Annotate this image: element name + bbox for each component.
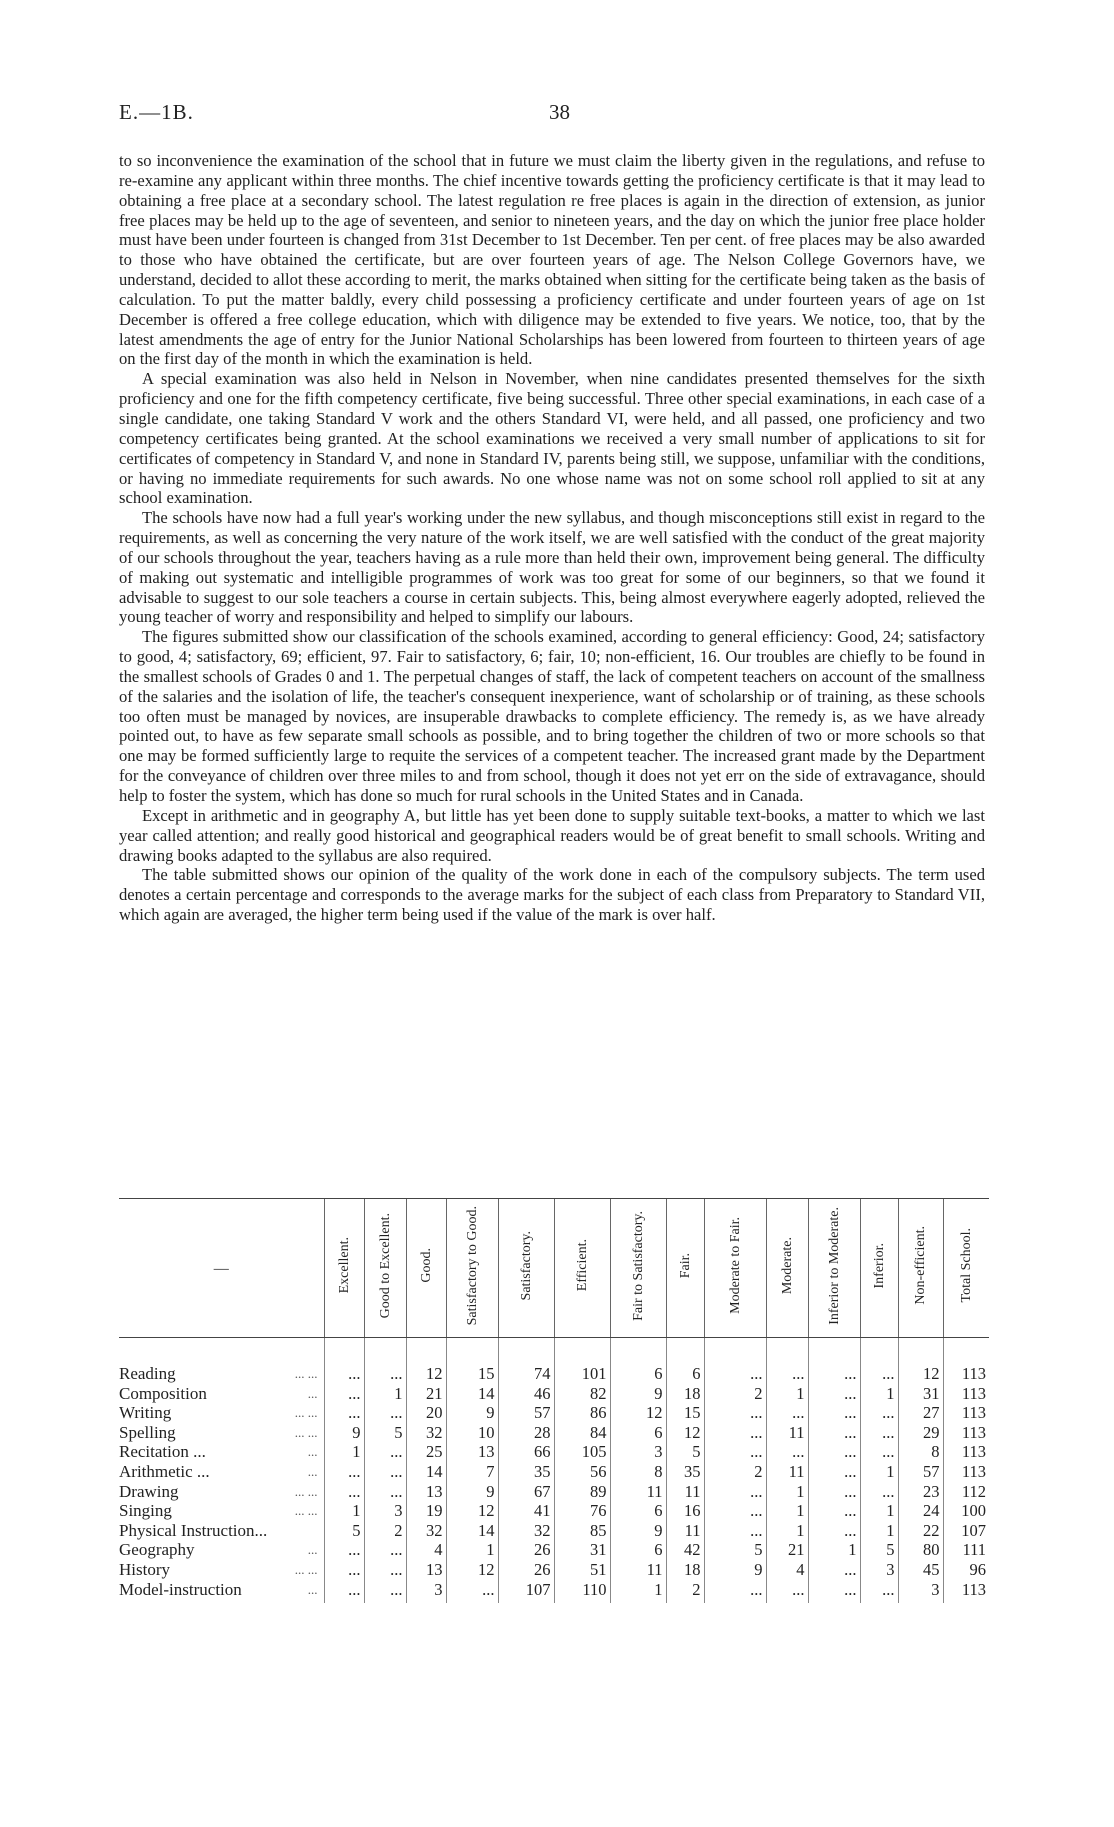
- quality-table: [119, 1198, 989, 1603]
- value-cell: 3: [610, 1442, 666, 1462]
- table-row: [119, 1482, 989, 1502]
- column-header: Good.: [406, 1199, 446, 1338]
- value-cell: 9: [446, 1403, 498, 1423]
- value-cell: 96: [943, 1560, 989, 1580]
- value-cell: 1: [860, 1462, 898, 1482]
- value-cell: ...: [364, 1462, 406, 1482]
- value-cell: 112: [943, 1482, 989, 1502]
- value-cell: 14: [446, 1521, 498, 1541]
- column-header: Fair.: [666, 1199, 704, 1338]
- value-cell: 113: [943, 1462, 989, 1482]
- body-text: [119, 151, 985, 925]
- value-cell: 89: [554, 1482, 610, 1502]
- value-cell: ...: [364, 1338, 406, 1384]
- paragraph: The figures submitted show our classification of the schools examined, according to general efficiency: Good, 24; satisfactory to good, 4; satisfactory, 69; efficient, 97. Fair to satisfactory, 6; fair, 10; non-efficient, 16. Our troubles are chiefly to be found in the smallest schools of Grades 0 and 1. The perpetual changes of staff, the lack of competent teachers on account of the smallness of the salaries and the isolation of life, the teacher's consequent inexperience, want of scholarship or of training, as these schools too often must be managed by novices, are insuperable drawbacks to complete efficiency. The remedy is, as we have already pointed out, to have as few separate small schools as possible, and to bring together the children of two or more schools so that one may be formed sufficiently large to requite the services of a competent teacher. The increased grant made by the Department for the conveyance of children over three miles to and from school, though it does not yet err on the side of extravagance, should help to foster the system, which has done so much for rural schools in the United States and in Canada.: [119, 627, 985, 805]
- value-cell: ...: [446, 1580, 498, 1604]
- subject-cell: Physical Instruction...: [119, 1520, 268, 1540]
- value-cell: 4: [406, 1540, 446, 1560]
- subject-cell: Composition ...: [119, 1383, 318, 1403]
- value-cell: 57: [898, 1462, 943, 1482]
- value-cell: ...: [704, 1501, 766, 1521]
- value-cell: ...: [704, 1482, 766, 1502]
- value-cell: 9: [446, 1482, 498, 1502]
- value-cell: 46: [498, 1384, 554, 1404]
- value-cell: 113: [943, 1423, 989, 1443]
- value-cell: 23: [898, 1482, 943, 1502]
- value-cell: 18: [666, 1560, 704, 1580]
- subject-cell: Geography ...: [119, 1540, 318, 1560]
- value-cell: 11: [610, 1482, 666, 1502]
- value-cell: 84: [554, 1423, 610, 1443]
- document-reference: E.—1B.: [119, 100, 194, 124]
- table-row: [119, 1560, 989, 1580]
- value-cell: 32: [406, 1423, 446, 1443]
- column-header: Fair to Satisfactory.: [610, 1199, 666, 1338]
- value-cell: 15: [666, 1403, 704, 1423]
- value-cell: 22: [898, 1521, 943, 1541]
- value-cell: 2: [364, 1521, 406, 1541]
- value-cell: ...: [860, 1423, 898, 1443]
- value-cell: 45: [898, 1560, 943, 1580]
- value-cell: 100: [943, 1501, 989, 1521]
- value-cell: ...: [324, 1560, 364, 1580]
- value-cell: 12: [446, 1560, 498, 1580]
- subject-cell: Reading ... ...: [119, 1364, 318, 1383]
- value-cell: ...: [860, 1580, 898, 1604]
- paragraph: to so inconvenience the examination of the school that in future we must claim the liberty given in the regulations, and refuse to re-examine any applicant within three months. The chief incentive towards getting the proficiency certificate is that it may lead to obtaining a free place at a secondary school. The latest regulation re free places is again in the direction of extension, as junior free places may be held up to the age of seventeen, and senior to nineteen years, and the day on which the junior free place holder must have been under fourteen is changed from 31st December to 1st December. Ten per cent. of free places may be also awarded to those who have obtained the certificate, but are over fourteen years of age. The Nelson College Governors have, we understand, decided to allot these according to merit, the marks obtained when sitting for the certificate being taken as the basis of calculation. To put the matter baldly, every child possessing a proficiency certificate and under fourteen years of age on 1st December is offered a free college education, which with diligence may be extended to five years. We notice, too, that by the latest amendments the age of entry for the Junior National Scholarships has been lowered from fourteen to thirteen years of age on the first day of the month in which the examination is held.: [119, 151, 985, 369]
- page-number: 38: [549, 100, 570, 124]
- value-cell: 12: [666, 1423, 704, 1443]
- value-cell: 107: [498, 1580, 554, 1604]
- value-cell: 29: [898, 1423, 943, 1443]
- value-cell: 3: [364, 1501, 406, 1521]
- value-cell: ...: [324, 1462, 364, 1482]
- value-cell: 1: [860, 1521, 898, 1541]
- value-cell: ...: [808, 1501, 860, 1521]
- paragraph: The table submitted shows our opinion of the quality of the work done in each of the compulsory subjects. The term used denotes a certain percentage and corresponds to the average marks for the subject of each class from Preparatory to Standard VII, which again are averaged, the higher term being used if the value of the mark is over half.: [119, 865, 985, 925]
- value-cell: 12: [406, 1338, 446, 1384]
- table-row: [119, 1521, 989, 1541]
- value-cell: 3: [406, 1580, 446, 1604]
- value-cell: 51: [554, 1560, 610, 1580]
- value-cell: ...: [704, 1403, 766, 1423]
- value-cell: 1: [610, 1580, 666, 1604]
- value-cell: ...: [808, 1482, 860, 1502]
- subject-cell: Writing ... ...: [119, 1403, 318, 1423]
- value-cell: ...: [704, 1423, 766, 1443]
- value-cell: 1: [766, 1482, 808, 1502]
- paragraph: The schools have now had a full year's working under the new syllabus, and though misconceptions still exist in regard to the requirements, as well as concerning the very nature of the work itself, we are well satisfied with the conduct of the great majority of our schools throughout the year, teachers having as a rule more than held their own, improvement being general. The difficulty of making out systematic and intelligible programmes of work was too great for some of our beginners, so that we found it advisable to suggest to our sole teachers a course in certain subjects. This, being almost everywhere eagerly adopted, relieved the young teacher of worry and responsibility and helped to simplify our labours.: [119, 508, 985, 627]
- value-cell: 111: [943, 1540, 989, 1560]
- value-cell: 113: [943, 1403, 989, 1423]
- value-cell: ...: [808, 1521, 860, 1541]
- value-cell: 6: [610, 1423, 666, 1443]
- value-cell: 11: [766, 1462, 808, 1482]
- value-cell: ...: [808, 1580, 860, 1604]
- value-cell: 4: [766, 1560, 808, 1580]
- value-cell: 66: [498, 1442, 554, 1462]
- value-cell: 13: [406, 1560, 446, 1580]
- value-cell: 12: [446, 1501, 498, 1521]
- paragraph: A special examination was also held in Nelson in November, when nine candidates presented themselves for the sixth proficiency and one for the fifth competency certificate, five being successful. Three other special examinations, in each case of a single candidate, one taking Standard V work and the others Standard VI, were held, and all passed, one proficiency and two competency certificates being granted. At the school examinations we received a very small number of applications to sit for certificates of competency in Standard V, and none in Standard IV, parents being still, we suppose, unfamiliar with the conditions, or having no immediate requirements for such awards. No one whose name was not on some school roll applied to sit at any school examination.: [119, 369, 985, 508]
- value-cell: 21: [406, 1384, 446, 1404]
- value-cell: ...: [766, 1403, 808, 1423]
- value-cell: 35: [666, 1462, 704, 1482]
- value-cell: ...: [860, 1482, 898, 1502]
- value-cell: 3: [898, 1580, 943, 1604]
- value-cell: 12: [610, 1403, 666, 1423]
- value-cell: ...: [324, 1580, 364, 1604]
- subject-cell: Singing ... ...: [119, 1501, 318, 1521]
- table-row: [119, 1423, 989, 1443]
- value-cell: 2: [666, 1580, 704, 1604]
- value-cell: 15: [446, 1338, 498, 1384]
- page-header: [119, 100, 989, 130]
- table-row: [119, 1384, 989, 1404]
- value-cell: ...: [704, 1521, 766, 1541]
- value-cell: 1: [766, 1501, 808, 1521]
- value-cell: 9: [704, 1560, 766, 1580]
- value-cell: ...: [766, 1338, 808, 1384]
- value-cell: 27: [898, 1403, 943, 1423]
- value-cell: ...: [860, 1403, 898, 1423]
- value-cell: 32: [406, 1521, 446, 1541]
- value-cell: 14: [406, 1462, 446, 1482]
- table-row: [119, 1501, 989, 1521]
- value-cell: 6: [610, 1338, 666, 1384]
- value-cell: 11: [666, 1482, 704, 1502]
- table-row: [119, 1462, 989, 1482]
- value-cell: ...: [860, 1442, 898, 1462]
- column-header: Excellent.: [324, 1199, 364, 1338]
- value-cell: 19: [406, 1501, 446, 1521]
- value-cell: 35: [498, 1462, 554, 1482]
- value-cell: 82: [554, 1384, 610, 1404]
- value-cell: 31: [898, 1384, 943, 1404]
- value-cell: ...: [324, 1540, 364, 1560]
- value-cell: ...: [364, 1403, 406, 1423]
- value-cell: 2: [704, 1384, 766, 1404]
- subject-cell: Drawing ... ...: [119, 1481, 318, 1501]
- value-cell: 86: [554, 1403, 610, 1423]
- column-header: Efficient.: [554, 1199, 610, 1338]
- table-body: [119, 1338, 989, 1604]
- table-header-row: [119, 1199, 989, 1338]
- value-cell: ...: [704, 1338, 766, 1384]
- value-cell: 32: [498, 1521, 554, 1541]
- value-cell: 107: [943, 1521, 989, 1541]
- value-cell: 8: [610, 1462, 666, 1482]
- value-cell: ...: [808, 1384, 860, 1404]
- table-row: [119, 1580, 989, 1604]
- value-cell: 9: [610, 1521, 666, 1541]
- value-cell: ...: [766, 1580, 808, 1604]
- value-cell: 5: [860, 1540, 898, 1560]
- value-cell: 56: [554, 1462, 610, 1482]
- column-header: Inferior to Moderate.: [808, 1199, 860, 1338]
- value-cell: 6: [610, 1540, 666, 1560]
- table-row: [119, 1403, 989, 1423]
- value-cell: 6: [666, 1338, 704, 1384]
- value-cell: 74: [498, 1338, 554, 1384]
- subject-cell: History ... ...: [119, 1559, 318, 1579]
- value-cell: ...: [766, 1442, 808, 1462]
- value-cell: 67: [498, 1482, 554, 1502]
- value-cell: 31: [554, 1540, 610, 1560]
- value-cell: 11: [666, 1521, 704, 1541]
- value-cell: 9: [324, 1423, 364, 1443]
- value-cell: 2: [704, 1462, 766, 1482]
- value-cell: 3: [860, 1560, 898, 1580]
- value-cell: ...: [808, 1560, 860, 1580]
- value-cell: 105: [554, 1442, 610, 1462]
- value-cell: 1: [766, 1384, 808, 1404]
- value-cell: 26: [498, 1560, 554, 1580]
- value-cell: ...: [808, 1462, 860, 1482]
- value-cell: 1: [766, 1521, 808, 1541]
- subject-cell: Model-instruction ...: [119, 1579, 318, 1599]
- value-cell: 5: [364, 1423, 406, 1443]
- value-cell: ...: [808, 1338, 860, 1384]
- value-cell: 9: [610, 1384, 666, 1404]
- value-cell: ...: [324, 1384, 364, 1404]
- column-header: Non-efficient.: [898, 1199, 943, 1338]
- value-cell: ...: [364, 1482, 406, 1502]
- value-cell: 76: [554, 1501, 610, 1521]
- value-cell: ...: [860, 1338, 898, 1384]
- value-cell: 18: [666, 1384, 704, 1404]
- value-cell: ...: [364, 1580, 406, 1604]
- value-cell: 13: [446, 1442, 498, 1462]
- subject-cell: Recitation ... ...: [119, 1442, 318, 1462]
- subject-cell: Arithmetic ... ...: [119, 1461, 318, 1481]
- value-cell: 16: [666, 1501, 704, 1521]
- value-cell: 41: [498, 1501, 554, 1521]
- value-cell: 7: [446, 1462, 498, 1482]
- value-cell: 85: [554, 1521, 610, 1541]
- value-cell: ...: [808, 1403, 860, 1423]
- value-cell: 110: [554, 1580, 610, 1604]
- value-cell: 10: [446, 1423, 498, 1443]
- column-header: Satisfactory to Good.: [446, 1199, 498, 1338]
- column-header: Good to Excellent.: [364, 1199, 406, 1338]
- value-cell: 5: [704, 1540, 766, 1560]
- corner-cell: —: [119, 1199, 324, 1338]
- column-header: Inferior.: [860, 1199, 898, 1338]
- value-cell: 1: [860, 1384, 898, 1404]
- value-cell: 5: [666, 1442, 704, 1462]
- value-cell: 1: [446, 1540, 498, 1560]
- value-cell: ...: [808, 1423, 860, 1443]
- value-cell: 6: [610, 1501, 666, 1521]
- value-cell: 12: [898, 1338, 943, 1384]
- value-cell: ...: [704, 1442, 766, 1462]
- column-header: Total School.: [943, 1199, 989, 1338]
- value-cell: 1: [364, 1384, 406, 1404]
- value-cell: ...: [704, 1580, 766, 1604]
- value-cell: 42: [666, 1540, 704, 1560]
- value-cell: 1: [860, 1501, 898, 1521]
- value-cell: ...: [324, 1338, 364, 1384]
- column-header: Moderate.: [766, 1199, 808, 1338]
- value-cell: 13: [406, 1482, 446, 1502]
- value-cell: 101: [554, 1338, 610, 1384]
- value-cell: 113: [943, 1384, 989, 1404]
- value-cell: ...: [364, 1442, 406, 1462]
- value-cell: 57: [498, 1403, 554, 1423]
- table-row: [119, 1540, 989, 1560]
- value-cell: 28: [498, 1423, 554, 1443]
- column-header: Satisfactory.: [498, 1199, 554, 1338]
- value-cell: 20: [406, 1403, 446, 1423]
- value-cell: 80: [898, 1540, 943, 1560]
- value-cell: 21: [766, 1540, 808, 1560]
- value-cell: 1: [324, 1442, 364, 1462]
- subject-cell: Spelling ... ...: [119, 1422, 318, 1442]
- value-cell: ...: [364, 1540, 406, 1560]
- value-cell: 14: [446, 1384, 498, 1404]
- value-cell: 113: [943, 1580, 989, 1604]
- value-cell: 11: [610, 1560, 666, 1580]
- value-cell: 25: [406, 1442, 446, 1462]
- value-cell: ...: [364, 1560, 406, 1580]
- value-cell: 113: [943, 1338, 989, 1384]
- value-cell: 8: [898, 1442, 943, 1462]
- value-cell: 113: [943, 1442, 989, 1462]
- value-cell: 1: [808, 1540, 860, 1560]
- value-cell: 5: [324, 1521, 364, 1541]
- value-cell: 24: [898, 1501, 943, 1521]
- value-cell: 11: [766, 1423, 808, 1443]
- value-cell: 26: [498, 1540, 554, 1560]
- value-cell: ...: [324, 1403, 364, 1423]
- column-header: Moderate to Fair.: [704, 1199, 766, 1338]
- table-row: [119, 1338, 989, 1384]
- paragraph: Except in arithmetic and in geography A, but little has yet been done to supply suitable text-books, a matter to which we last year called attention; and really good historical and geographical readers would be of great benefit to small schools. Writing and drawing books adapted to the syllabus are also required.: [119, 805, 985, 865]
- value-cell: ...: [324, 1482, 364, 1502]
- subjects-table: [119, 1198, 989, 1603]
- table-row: [119, 1442, 989, 1462]
- value-cell: ...: [808, 1442, 860, 1462]
- value-cell: 1: [324, 1501, 364, 1521]
